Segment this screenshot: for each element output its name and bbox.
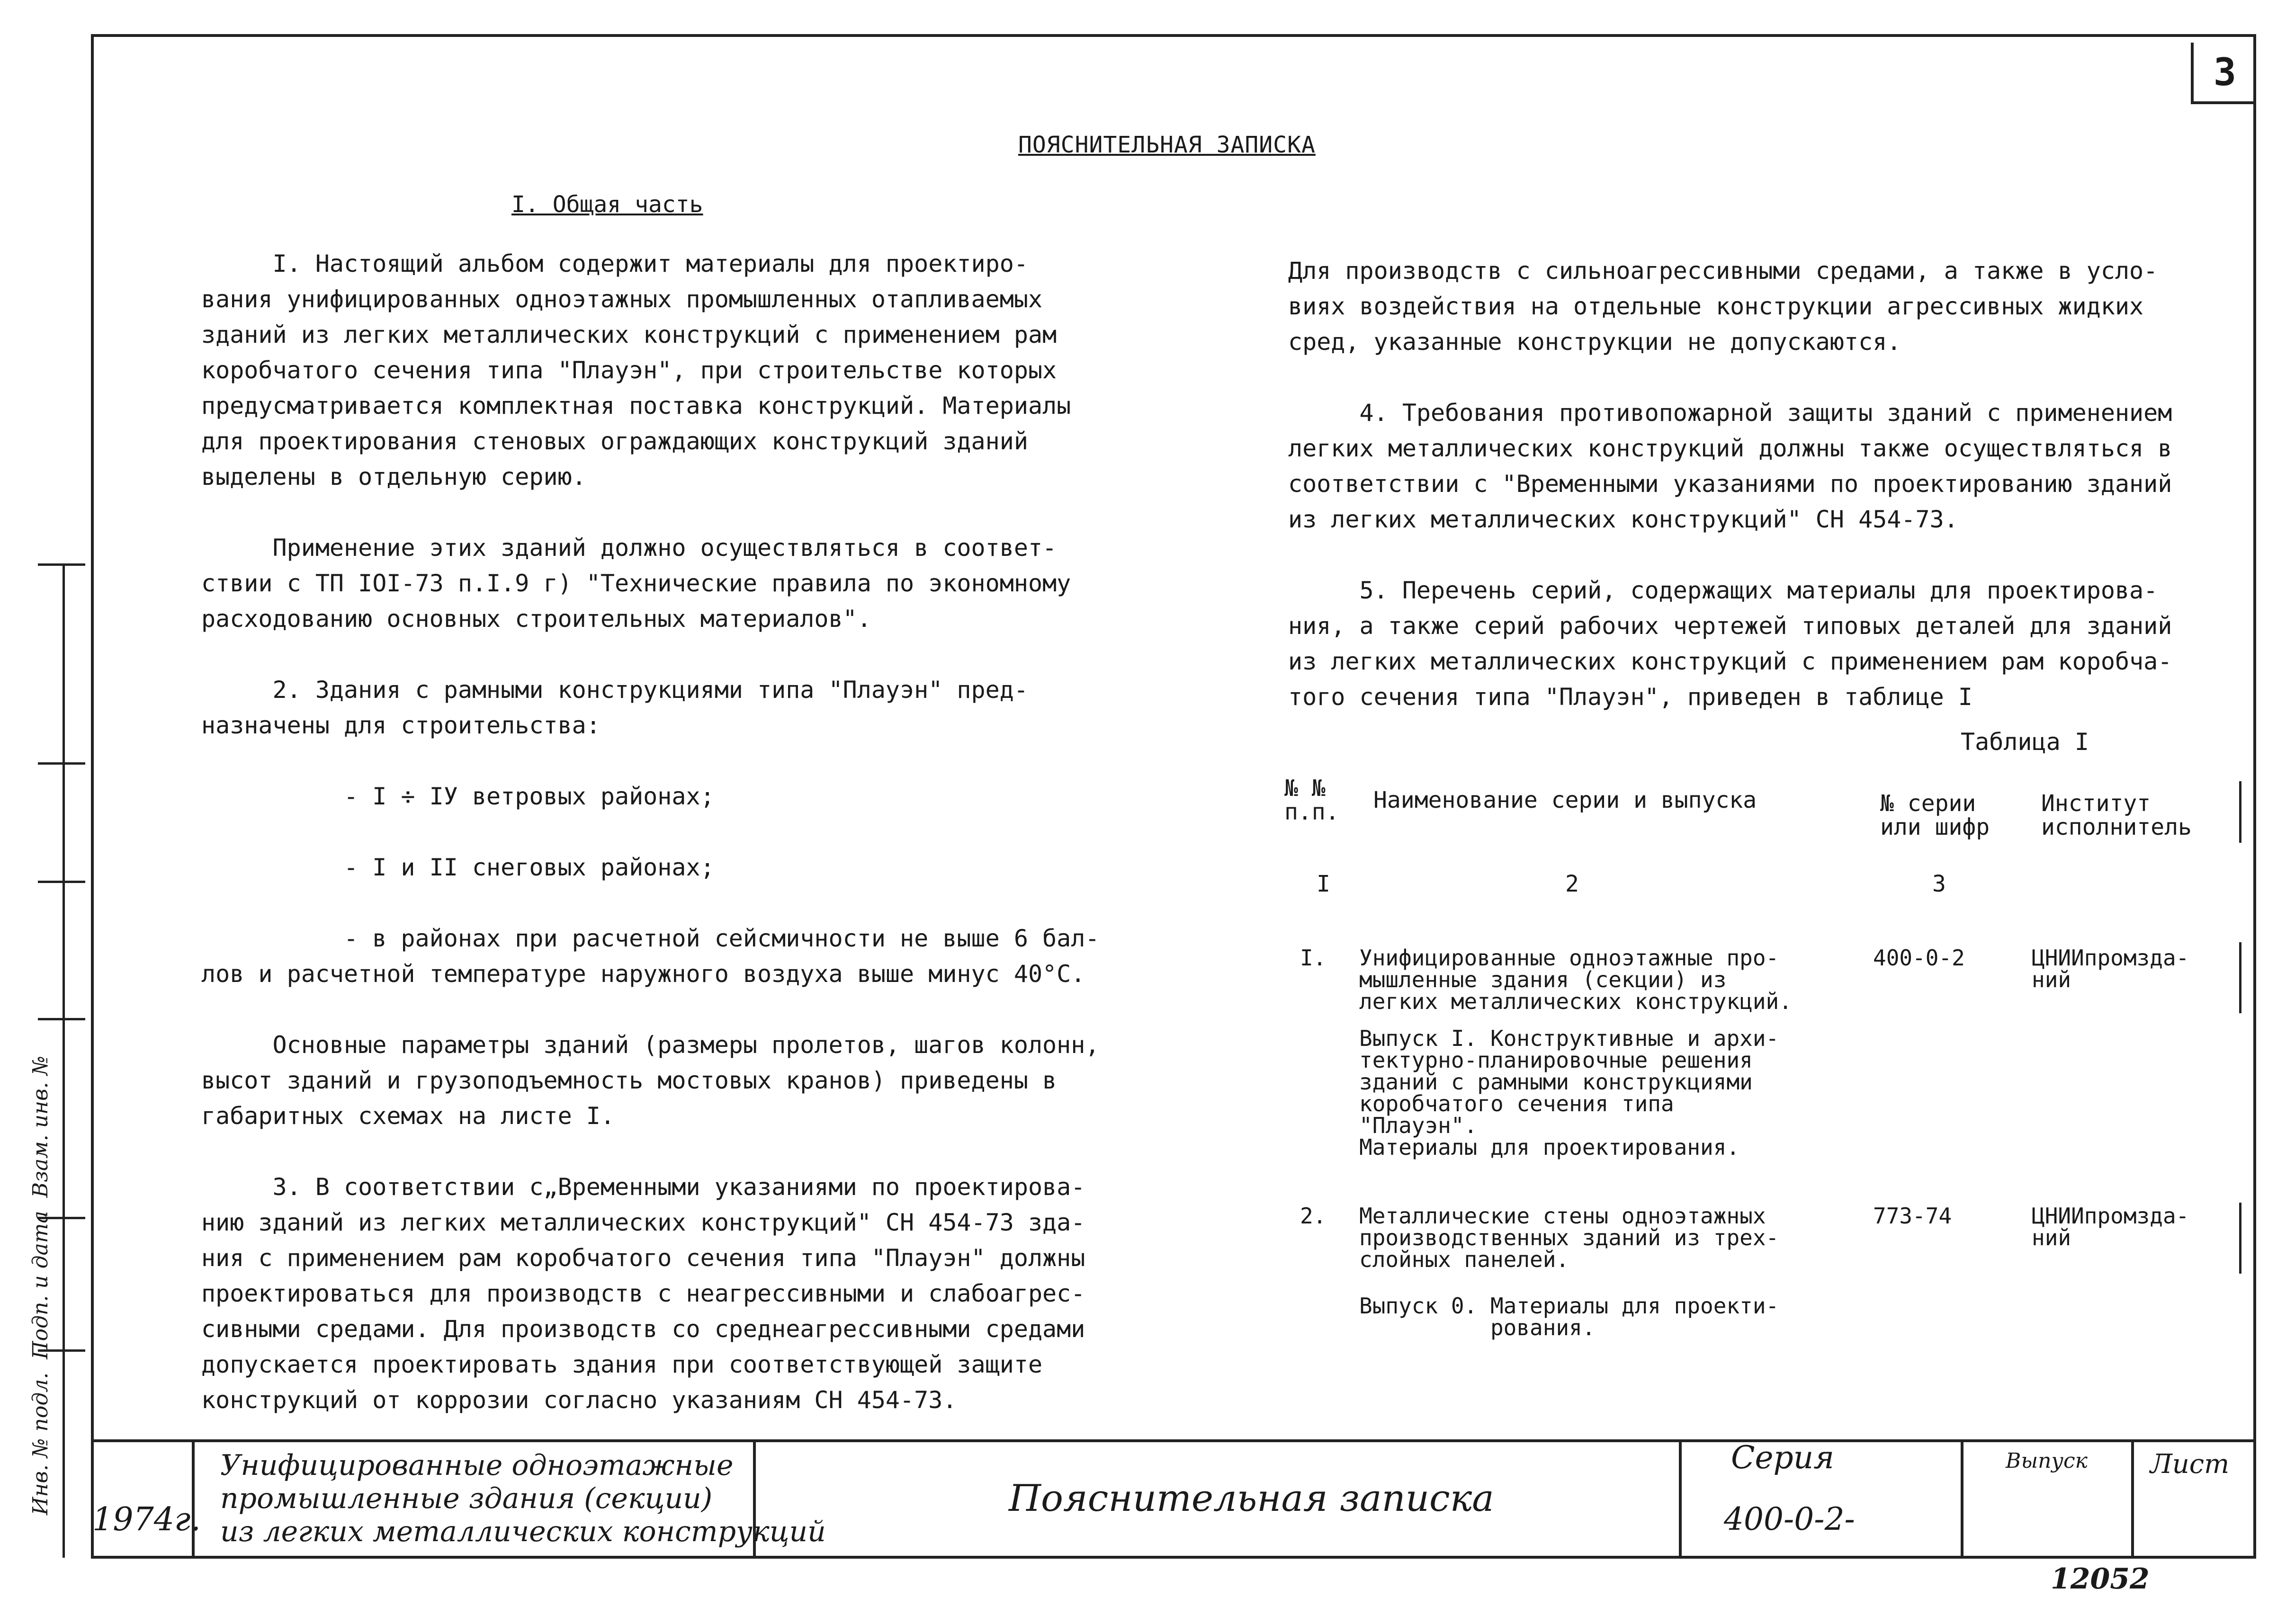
stamp-divider	[1961, 1439, 1963, 1559]
table-row-2-issue: Выпуск 0. Материалы для проекти- рования.	[1359, 1293, 1779, 1340]
margin-line	[38, 881, 85, 883]
left-column-text: I. Настоящий альбом содержит материалы для проектиро- вания унифицированных одноэтажных промышленных отапливаемых зданий из легких металлических конструкций с применением рам коробчатого сечения типа "Плауэн", при строительстве которых предусматривается комплектная поставка конструкций. Материалы для проектирования стеновых ограждающих конструкций зданий выделены в отдельную серию. Применение этих зданий должно осуществляться в соответ- ствии с ТП IOI-73 п.I.9 г) "Технические правила по экономному расходованию основных строительных материалов". 2. Здания с рамными конструкциями типа "Плауэн" пред- назначены для строительства: - I ÷ IУ ветровых районах; - I и II снеговых районах; - в районах при расчетной сейсмичности не выше 6 бал- лов и расчетной температуре наружного воздуха выше минус 40°С. Основные параметры зданий (размеры пролетов, шагов колонн, высот зданий и грузоподъемность мостовых кранов) приведены в габаритных схемах на листе I. 3. В соответствии с„Временными указаниями по проектирова- нию зданий из легких металлических конструкций" СН 454-73 зда- ния с применением рам коробчатого сечения типа "Плауэн" должны проектироваться для производств с неагрессивными и слабоагрес- сивными средами. Для производств со среднеагрессивными средами допускается проектировать здания при соответствующей защите конструкций от коррозии согласно указаниям СН 454-73.	[201, 250, 1100, 1414]
table-row-2-code: 773-74	[1873, 1203, 1952, 1229]
stamp-divider	[1679, 1439, 1682, 1559]
table-colnum-3: 3	[1932, 871, 1946, 897]
table-border	[2239, 1203, 2241, 1274]
stamp-issue-label: Выпуск	[2006, 1449, 2088, 1473]
table-header-institute: Институт исполнитель	[2041, 790, 2192, 840]
margin-signature-text: Инв. № подл. Подп. и дата Взам. инв. №	[28, 1055, 53, 1515]
table-row-2-num: 2.	[1300, 1203, 1327, 1229]
archive-number: 12052	[2051, 1562, 2150, 1596]
table-row-1-name: Унифицированные одноэтажные про- мышленные здания (секции) из легких металлических конструкций.	[1359, 945, 1792, 1014]
stamp-top-line	[91, 1439, 2256, 1442]
table-border	[2239, 942, 2241, 1013]
table-row-2-institute: ЦНИИпромзда- ний	[2032, 1203, 2189, 1250]
stamp-series-value: 400-0-2-	[1724, 1501, 1855, 1537]
table-header-name: Наименование серии и выпуска	[1373, 787, 1757, 813]
table-border	[2239, 781, 2241, 843]
table-row-2-name: Металлические стены одноэтажных производственных зданий из трех- слойных панелей.	[1359, 1203, 1779, 1272]
section-title: I. Общая часть	[511, 191, 703, 218]
sheet-number: 3	[2191, 43, 2256, 104]
margin-line	[38, 762, 85, 765]
stamp-series-title: Унифицированные одноэтажные промышленные здания (секции) из легких металлических конструкций	[220, 1449, 826, 1548]
table-row-1-code: 400-0-2	[1873, 945, 1965, 971]
table-colnum-1: I	[1317, 871, 1330, 897]
table-caption: Таблица I	[1961, 728, 2089, 756]
stamp-year: 1974г.	[92, 1501, 201, 1538]
stamp-series-label: Серия	[1731, 1439, 1835, 1476]
right-column-text: Для производств с сильноагрессивными средами, а также в усло- виях воздействия на отдельные конструкции агрессивных жидких сред, указанные конструкции не допускаются. 4. Требования противопожарной защиты зданий с применением легких металлических конструкций должны также осуществляться в соответствии с "Временными указаниями по проектированию зданий из легких металлических конструкций" СН 454-73. 5. Перечень серий, содержащих материалы для проектирова- ния, а также серий рабочих чертежей типовых деталей для зданий из легких металлических конструкций с применением рам коробча- того сечения типа "Плауэн", приведен в таблице I	[1288, 257, 2172, 711]
table-header-code: № серии или шифр	[1880, 790, 1990, 840]
table-row-1-issue: Выпуск I. Конструктивные и архи- тектурно-планировочные решения зданий с рамными конструкциями коробчатого сечения типа "Плауэн". Материалы для проектирования.	[1359, 1026, 1779, 1160]
stamp-sheet-label: Лист	[2150, 1449, 2230, 1480]
stamp-document-name: Пояснительная записка	[1009, 1477, 1494, 1520]
margin-line	[63, 563, 65, 1558]
stamp-divider	[192, 1439, 195, 1559]
margin-line	[38, 563, 85, 566]
margin-line	[38, 1018, 85, 1020]
table-row-1-institute: ЦНИИпромзда- ний	[2032, 945, 2189, 992]
table-row-1-num: I.	[1300, 945, 1327, 971]
table-header-num: № № п.п.	[1284, 775, 1339, 825]
document-title: ПОЯСНИТЕЛЬНАЯ ЗАПИСКА	[1018, 132, 1316, 158]
table-colnum-2: 2	[1565, 871, 1579, 897]
stamp-divider	[2131, 1439, 2134, 1559]
